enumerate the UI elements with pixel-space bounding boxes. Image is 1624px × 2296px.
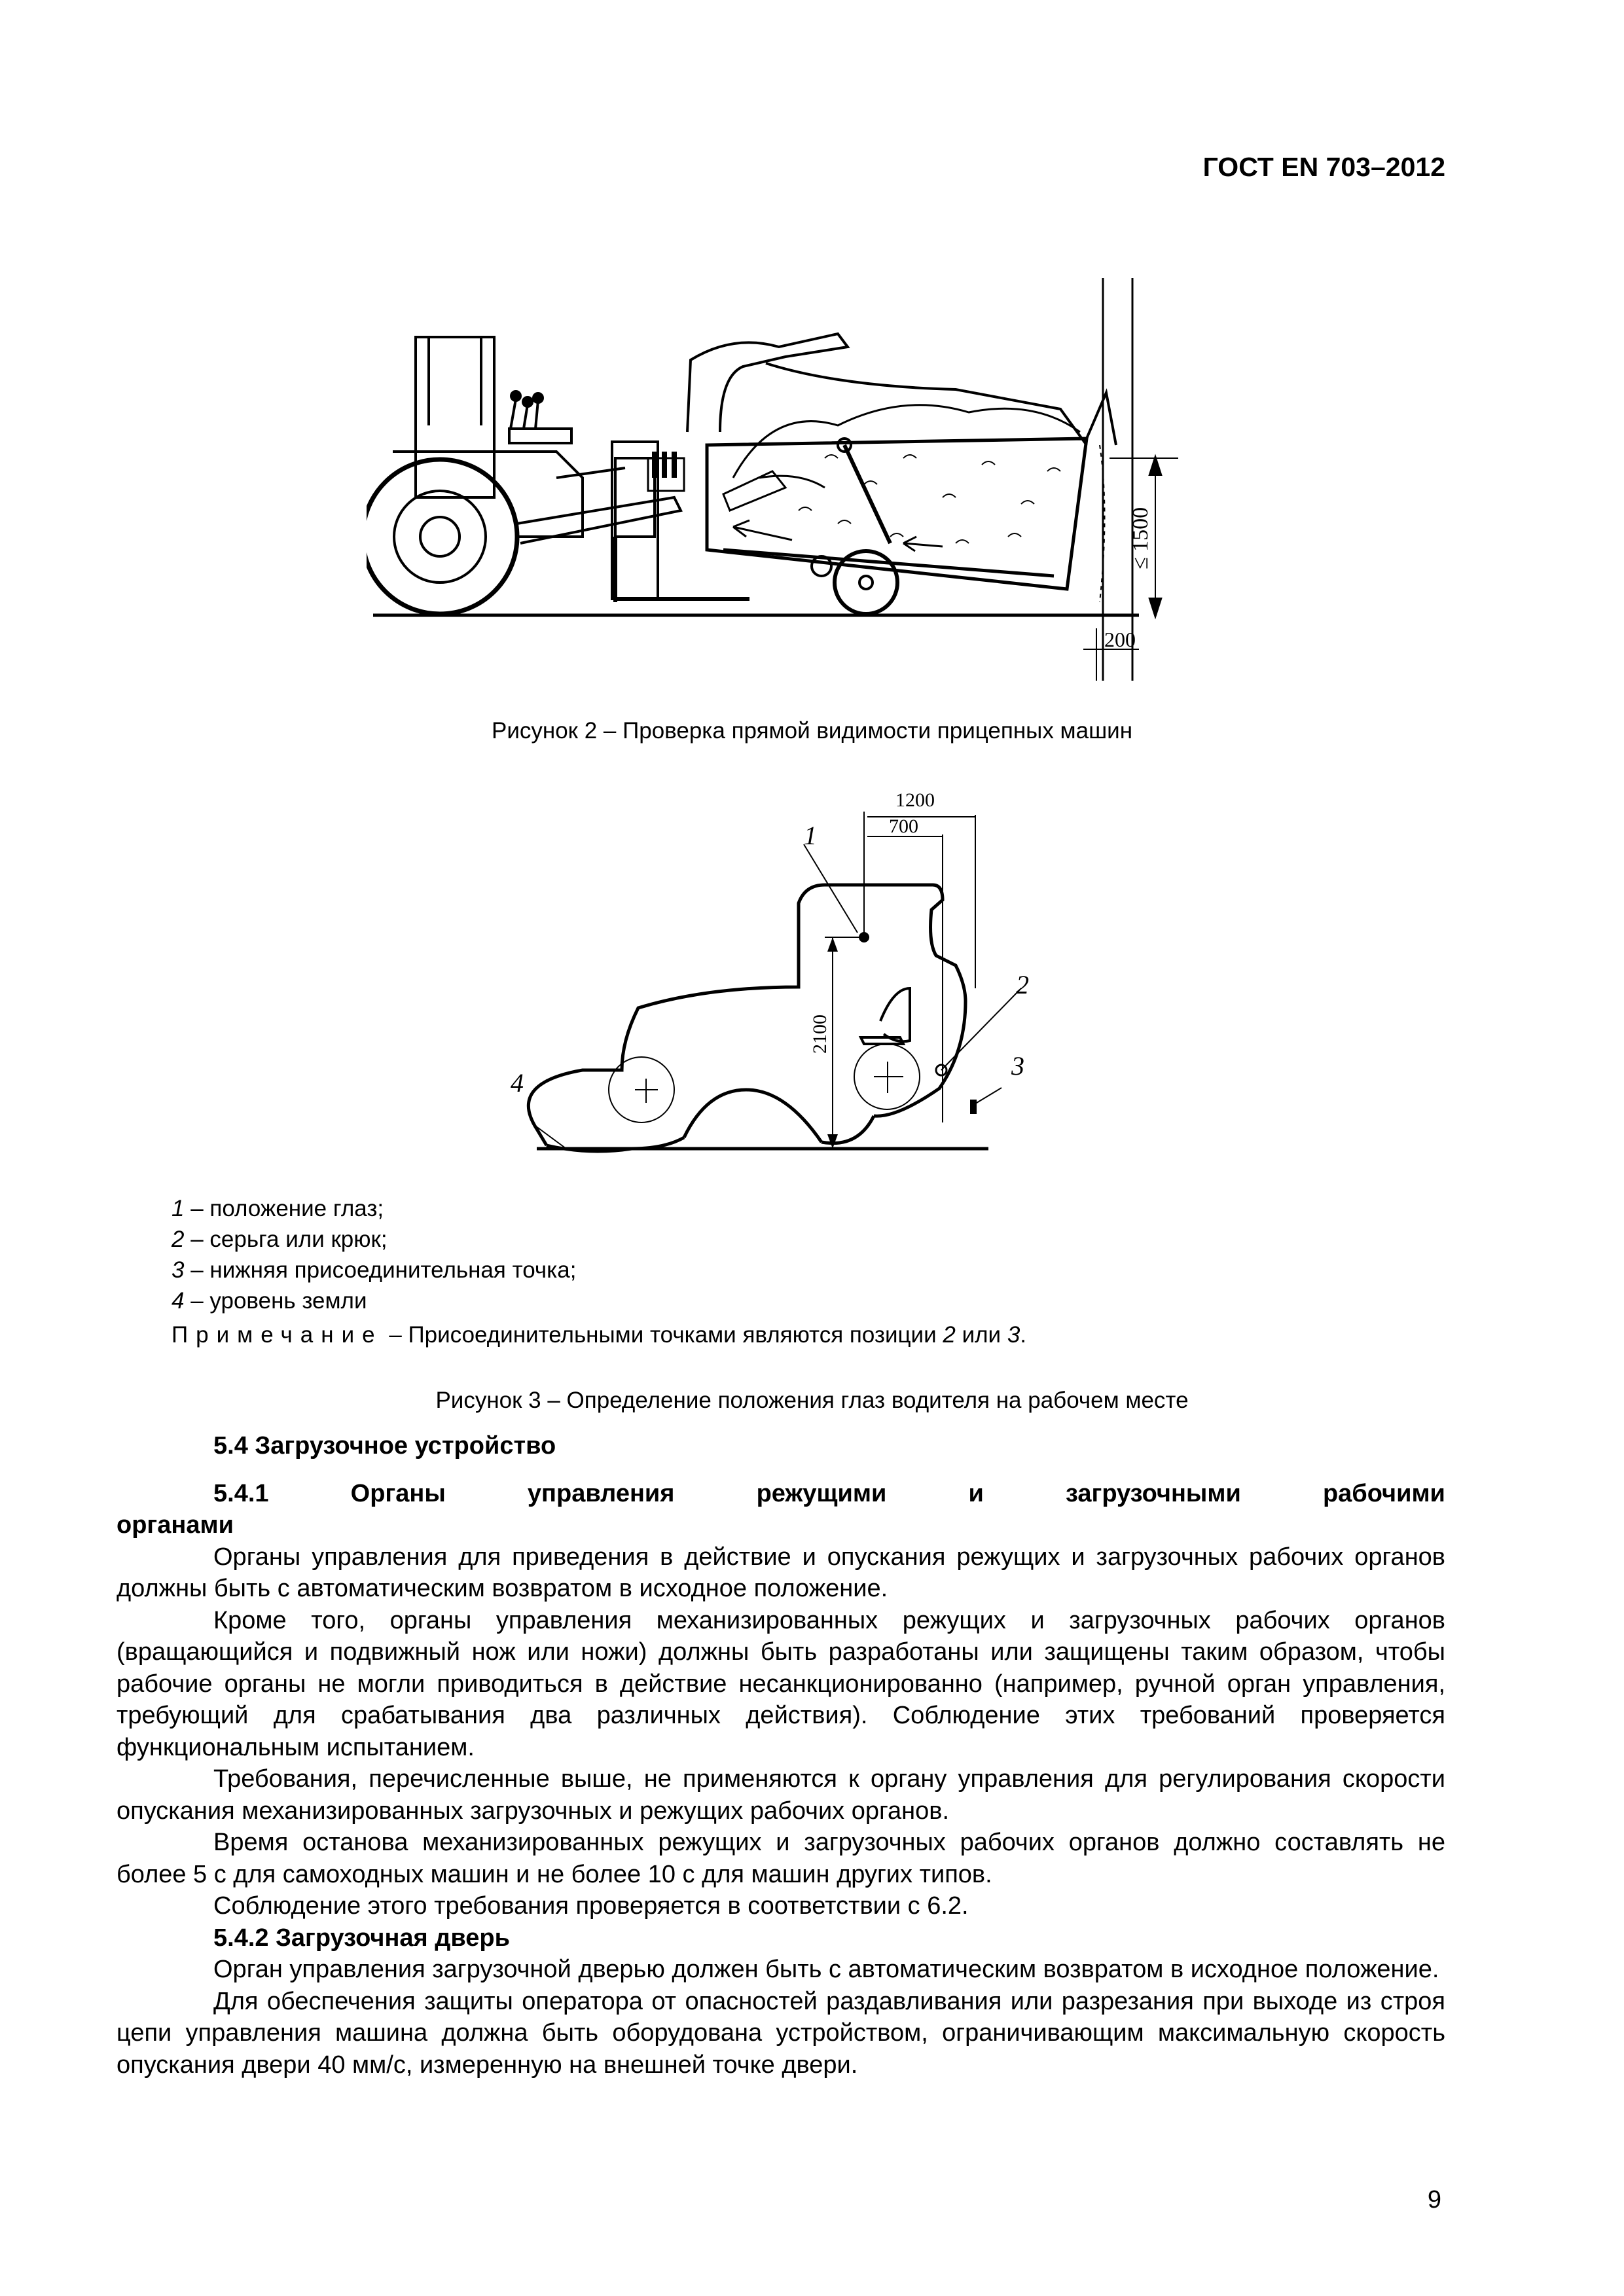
paragraph: Орган управления загрузочной дверью должен быть с автоматическим возвратом в исходное положение. [213,1956,1439,1983]
figure-2-drawing [367,262,1178,681]
legend-item: 3 – нижняя присоединительная точка; [171,1257,577,1283]
figure-3-caption: Рисунок 3 – Определение положения глаз водителя на рабочем месте [435,1388,1189,1413]
fig3-dim-2100: 2100 [809,1014,831,1054]
legend-item: 2 – серьга или крюк; [171,1227,388,1252]
paragraph: Требования, перечисленные выше, не применяются к органу управления для регулирования скорости опускания механизированных загрузочных и режущих рабочих органов. [117,1765,1445,1825]
figure-3-legend [171,1193,576,1316]
section-5-4 [117,1430,1445,2081]
paragraph: Время останова механизированных режущих и загрузочных рабочих органов должно составлять не более 5 с для самоходных машин и не более 10 с для машин других типов. [117,1829,1445,1888]
legend-item: 1 – положение глаз; [171,1196,384,1221]
section-heading: 5.4 Загрузочное устройство [213,1432,556,1460]
paragraph: Для обеспечения защиты оператора от опасностей раздавливания или разрезания при выходе из строя цепи управления машина должна быть оборудована устройством, ограничивающим максимальную скорость опускания двери 40 мм/с, измеренную на внешней точке двери. [117,1987,1445,2079]
fig3-label-3: 3 [1011,1051,1024,1081]
fig2-dim-width: 200 [1104,628,1136,651]
fig3-label-1: 1 [804,821,817,850]
figure-2-caption: Рисунок 2 – Проверка прямой видимости прицепных машин [491,718,1133,744]
paragraph: Соблюдение этого требования проверяется в соответствии с 6.2. [213,1892,969,1920]
fig3-label-4: 4 [511,1068,524,1098]
fig3-dim-700: 700 [889,816,918,837]
legend-item: 4 – уровень земли [171,1288,367,1314]
fig3-dim-1200: 1200 [895,792,935,811]
document-header: ГОСТ EN 703–2012 [1202,152,1445,182]
paragraph: Кроме того, органы управления механизированных режущих и загрузочных рабочих органов (вращающийся и подвижный нож или ножи) должны быть разработаны или защищены таким образом, чтобы рабочие органы не могли приводиться в действие несанкционированно (например, ручной орган управления, требующий для срабатывания два различных действия). Соблюдение этих требований проверяется функциональным испытанием. [117,1606,1445,1761]
subsection-5-4-1-heading: 5.4.1 Органы управления режущими и загрузочными рабочими [213,1479,1445,1507]
paragraph: Органы управления для приведения в действие и опускания режущих и загрузочных рабочих органов должны быть с автоматическим возвратом в исходное положение. [117,1543,1445,1602]
page-number: 9 [1427,2186,1441,2214]
figure-3-drawing [491,792,1080,1158]
subsection-5-4-1-heading-cont: органами [117,1511,234,1539]
figure-3-note: Примечание – Присоединительными точками являются позиции 2 или 3. [171,1322,1027,1348]
subsection-5-4-2-heading: 5.4.2 Загрузочная дверь [213,1924,510,1952]
fig2-dim-height: ≤ 1500 [1128,507,1153,569]
fig3-label-2: 2 [1016,970,1029,999]
